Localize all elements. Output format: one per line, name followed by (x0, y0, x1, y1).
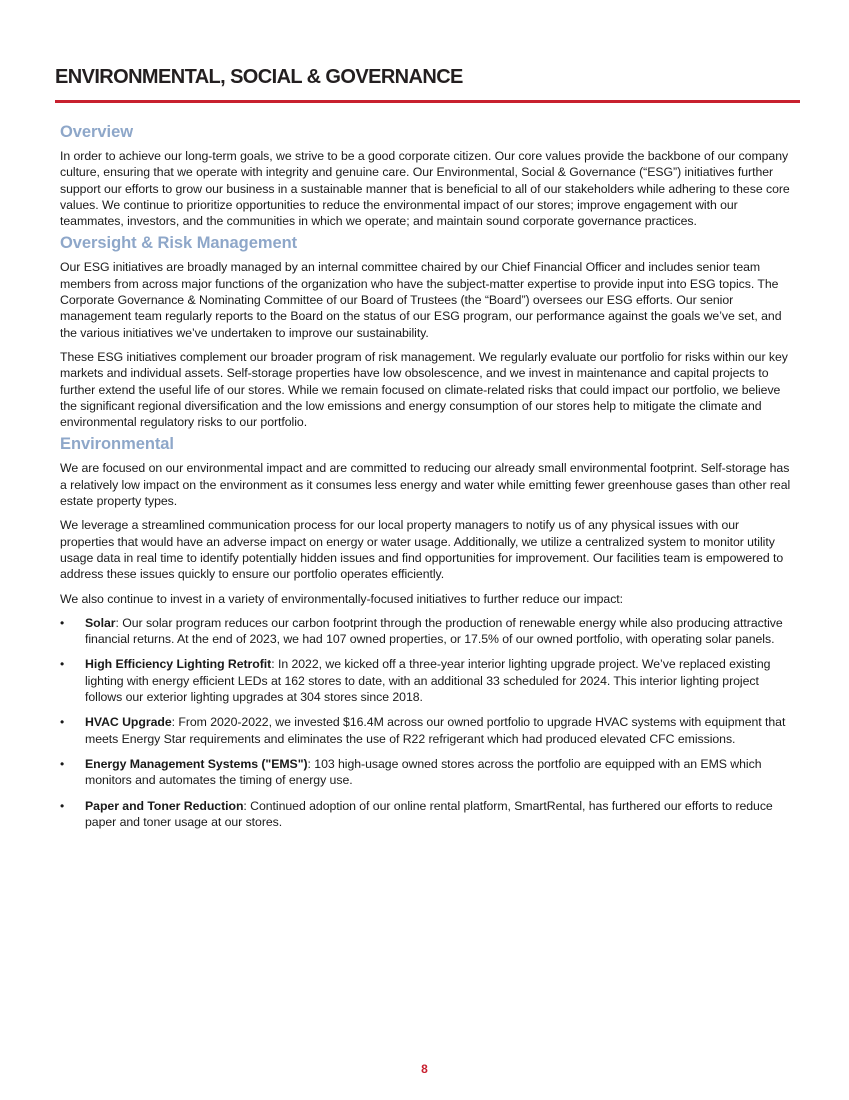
list-item-lighting (60, 656, 795, 705)
header-divider (55, 100, 800, 103)
list-item-hvac (60, 714, 795, 747)
bullet-term: Energy Management Systems ("EMS") (85, 756, 308, 771)
page-number: 8 (421, 1062, 428, 1076)
bullet-text: : In 2022, we kicked off a three-year interior lighting upgrade project. We’ve replaced existing lighting with energy efficient LEDs at 162 stores to date, with an additional 33 scheduled for 2024. This interior lighting project follows our exterior lighting upgrades at 304 stores since 2018. (85, 657, 771, 705)
paragraph: These ESG initiatives complement our broader program of risk management. We regularly evaluate our portfolio for risks within our key markets and individual assets. Self-storage properties have low obsolescence, and we invest in maintenance and capital projects to further extend the useful life of our stores. While we remain focused on climate-related risks that could impact our portfolio, we believe the significant regional diversification and the low emissions and energy consumption of our stores help to mitigate the climate and environmental regulatory risks to our portfolio. (60, 349, 788, 430)
bullet-text: : Continued adoption of our online rental platform, SmartRental, has furthered our efforts to reduce paper and toner usage at our stores. (85, 798, 773, 829)
bullet-term: HVAC Upgrade (85, 715, 172, 730)
page-title: ENVIRONMENTAL, SOCIAL & GOVERNANCE (55, 66, 463, 88)
initiatives-list (60, 615, 795, 830)
bullet-text: : 103 high-usage owned stores across the portfolio are equipped with an EMS which monitors and automates the timing of energy use. (85, 756, 762, 788)
bullet-icon: • (60, 798, 65, 813)
paragraph: We also continue to invest in a variety of environmentally-focused initiatives to further reduce our impact: (60, 591, 624, 606)
section-heading-environmental: Environmental (60, 435, 174, 454)
bullet-icon: • (60, 657, 65, 672)
main-content (60, 121, 795, 839)
bullet-term: Solar (85, 615, 116, 630)
paragraph: Our ESG initiatives are broadly managed by an internal committee chaired by our Chief Financial Officer and includes senior team members from across major functions of the organization who have the subject-matter expertise to provide input into ESG topics. The Corporate Governance & Nominating Committee of our Board of Trustees (the “Board”) oversees our ESG efforts. Our senior management team regularly reports to the Board on the status of our ESG program, our performance against the goals we’ve set, and the various initiatives we’ve undertaken to improve our sustainability. (60, 260, 782, 340)
paragraph: We leverage a streamlined communication process for our local property managers to notify us of any physical issues with our properties that would have an adverse impact on energy or water usage. Additionally, we utilize a centralized system to monitor utility usage data in real time to identify potentially hidden issues and find opportunities for improvement. Our facilities team is empowered to address these issues quickly to ensure our portfolio operates efficiently. (60, 518, 784, 582)
bullet-text: : Our solar program reduces our carbon footprint through the production of renewable energy while also producing attractive financial returns. At the end of 2023, we had 107 owned properties, or 17.5% of our owned portfolio, with operating solar panels. (85, 615, 783, 647)
bullet-icon: • (60, 756, 65, 771)
bullet-icon: • (60, 615, 65, 630)
bullet-text: : From 2020-2022, we invested $16.4M across our owned portfolio to upgrade HVAC systems with equipment that meets Energy Star requirements and eliminates the use of R22 refrigerant which had produced elevated CFC emissions. (85, 715, 786, 746)
list-item-ems (60, 756, 795, 789)
list-item-solar (60, 615, 795, 648)
bullet-term: High Efficiency Lighting Retrofit (85, 657, 272, 672)
paragraph: In order to achieve our long-term goals, we strive to be a good corporate citizen. Our core values provide the backbone of our company culture, ensuring that we operate with integrity and genuine care. Our Environmental, Social & Governance (“ESG”) initiatives further support our efforts to grow our business in a sustainable manner that is beneficial to all of our stakeholders while adhering to these core values. We continue to prioritize opportunities to reduce the environmental impact of our stores; improve engagement with our teammates, investors, and the communities in which we operate; and maintain sound corporate governance practices. (60, 149, 790, 229)
section-heading-overview: Overview (60, 123, 133, 141)
bullet-icon: • (60, 715, 65, 730)
section-heading-oversight: Oversight & Risk Management (60, 234, 298, 253)
list-item-paper-toner (60, 798, 795, 831)
bullet-term: Paper and Toner Reduction (85, 798, 244, 813)
paragraph: We are focused on our environmental impact and are committed to reducing our already small environmental footprint. Self-storage has a relatively low impact on the environment as it consumes less energy and water while emitting fewer greenhouse gases than other real estate property types. (60, 461, 791, 509)
